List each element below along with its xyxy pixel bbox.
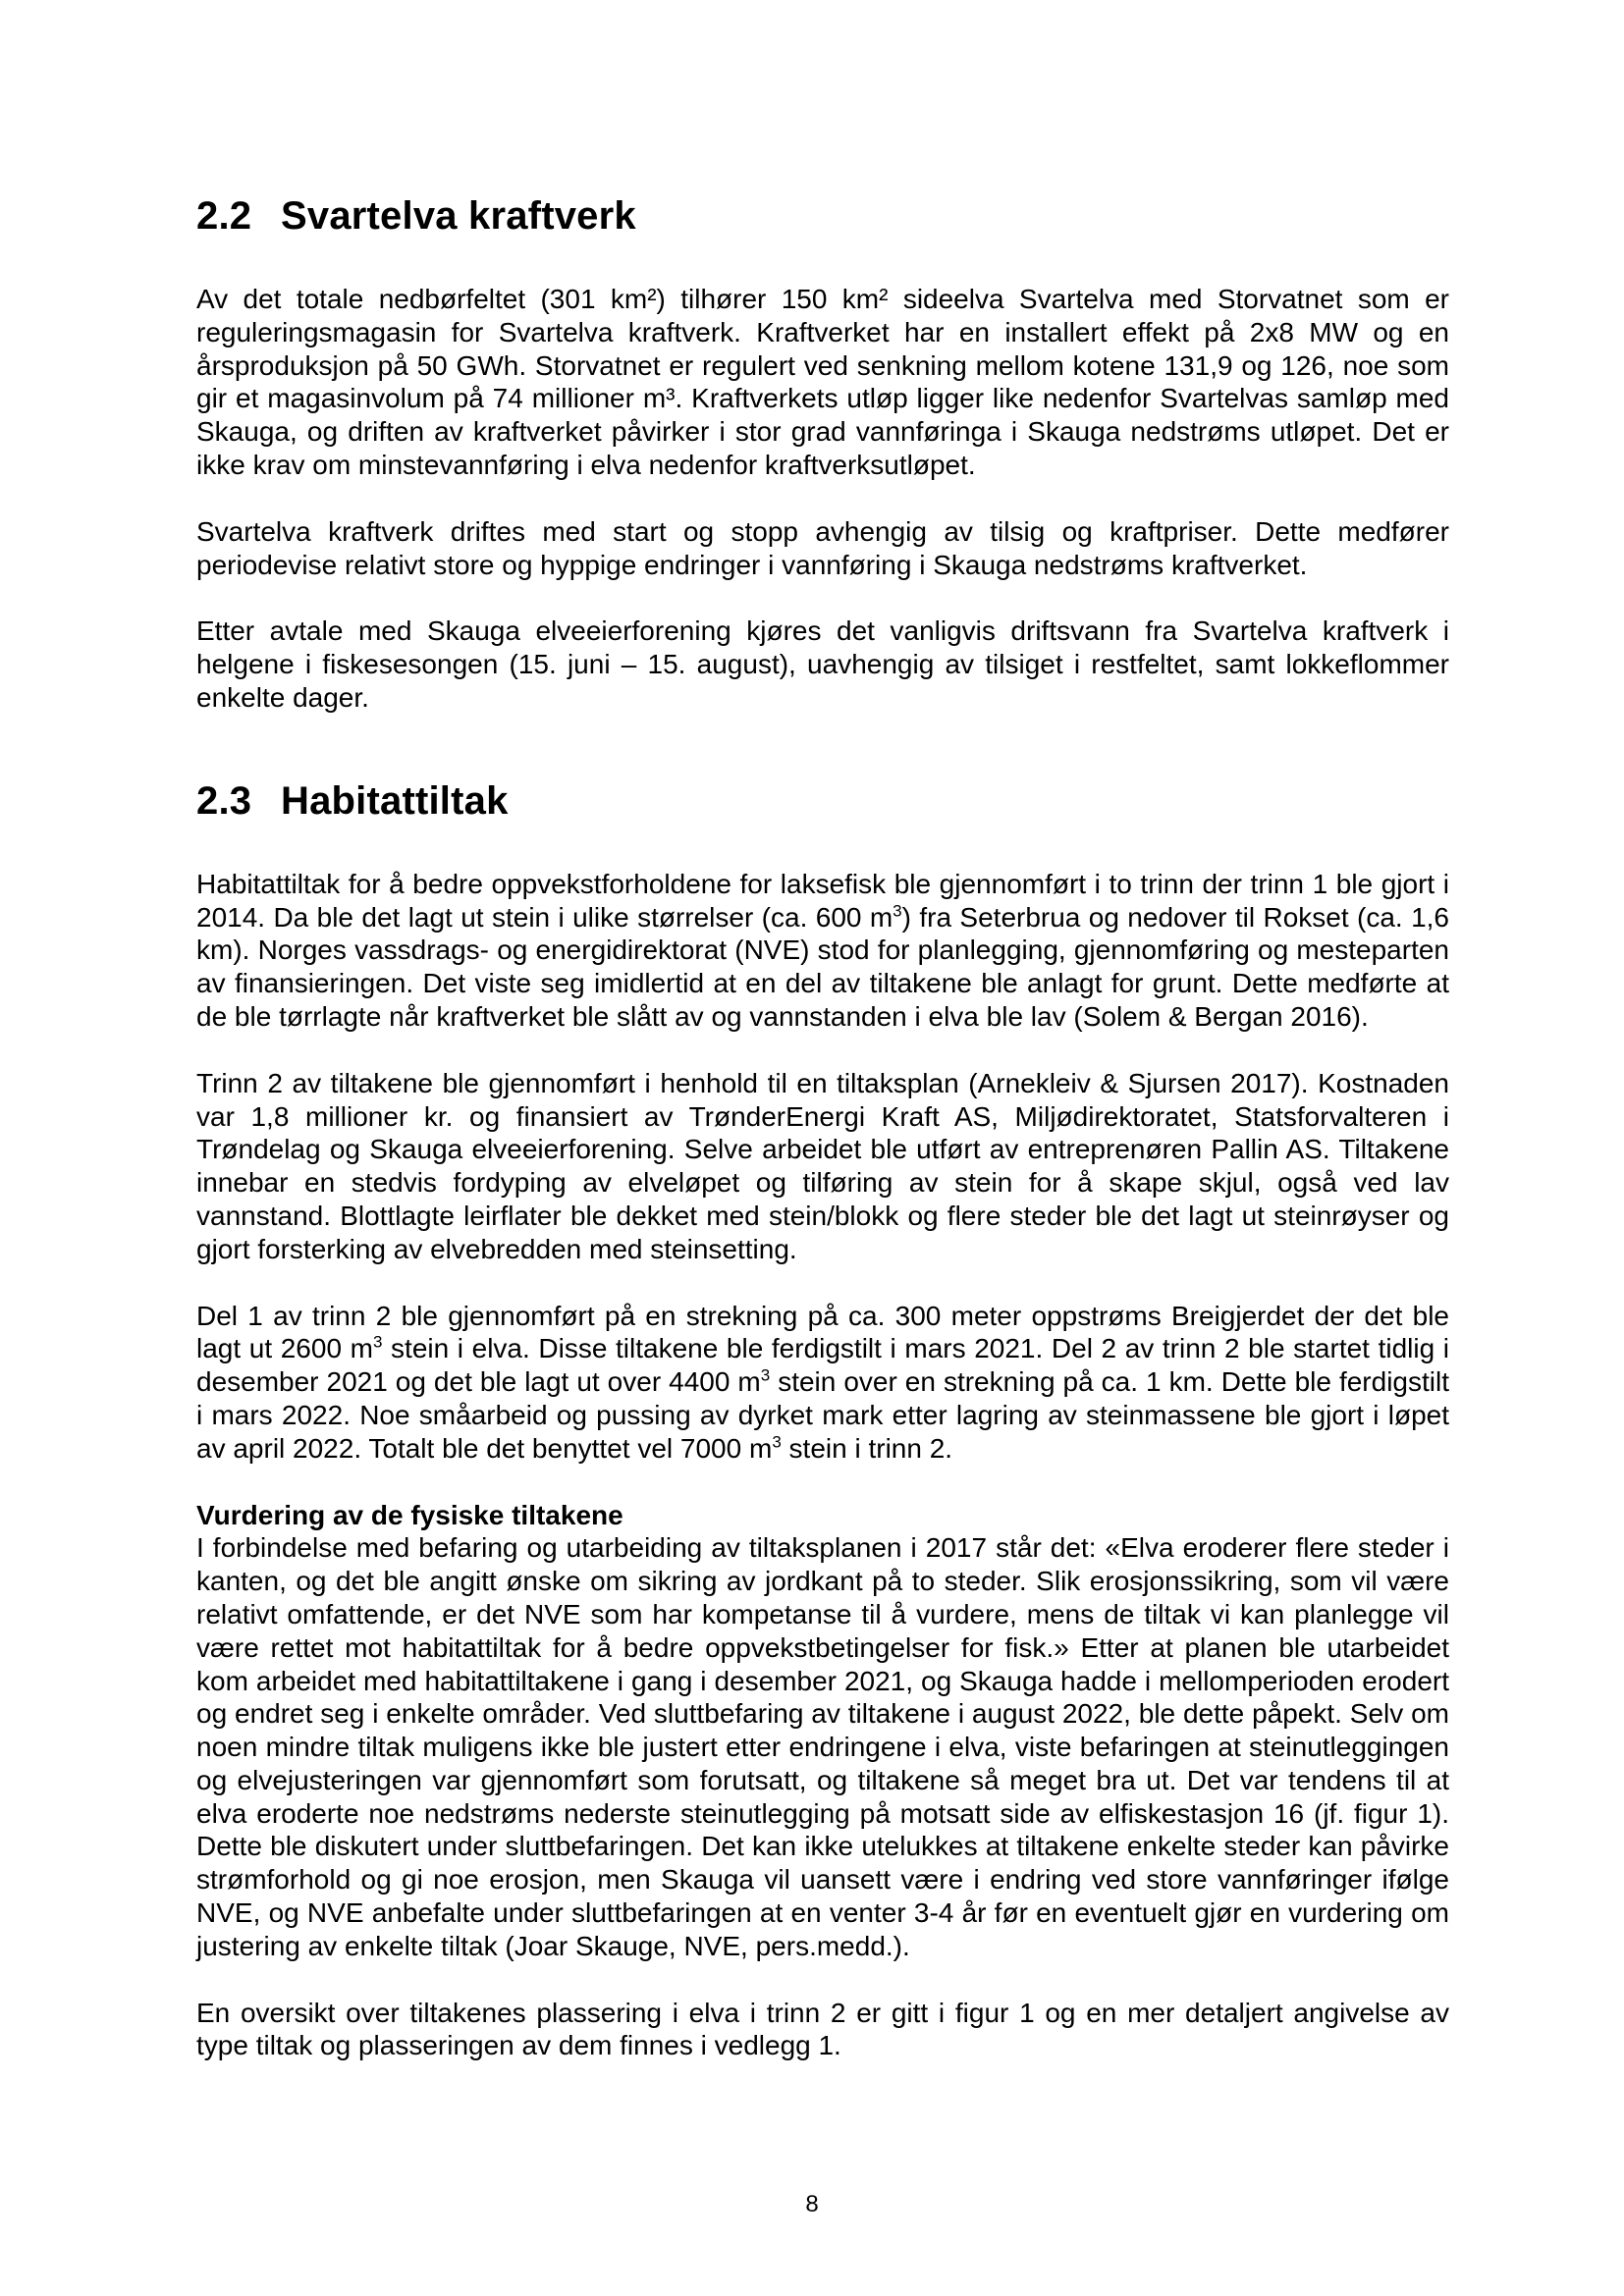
paragraph: I forbindelse med befaring og utarbeiding av tiltaksplanen i 2017 står det: «Elva eroderer flere steder i kanten, og det ble angitt ønske om sikring av jordkant på to steder. Slik erosjonssikring, som vil være relativt omfattende, er det NVE som har kompetanse til å vurdere, mens de tiltak vi kan planlegge vil være rettet mot habitattiltak for å bedre oppvekstbetingelser for fisk.» Etter at planen ble utarbeidet kom arbeidet med habitattiltakene i gang i desember 2021, og Skauga hadde i mellomperioden erodert og endret seg i enkelte områder. Ved sluttbefaring av tiltakene i august 2022, ble dette påpekt. Selv om noen mindre tiltak muligens ikke ble justert etter endringene i elva, viste befaringen at steinutleggingen og elvejusteringen var gjennomført som forutsatt, og tiltakene så meget bra ut. Det var tendens til at elva eroderte noe nedstrøms nederste steinutlegging på motsatt side av elfiskestasjon 16 (jf. figur 1). Dette ble diskutert under sluttbefaringen. Det kan ikke utelukkes at tiltakene enkelte steder kan påvirke strømforhold og gi noe erosjon, men Skauga vil uansett være i endring ved store vannføringer ifølge NVE, og NVE anbefalte under sluttbefaringen at en venter 3-4 år før en eventuelt gjør en vurdering om justering av enkelte tiltak (Joar Skauge, NVE, pers.medd.). (196, 1532, 1449, 1961)
text-run: Del 1 av trinn 2 ble gjennomført på en strekning på ca. 300 meter oppstrøms Breigjerdet der det ble lagt ut 2600 m (196, 1300, 1449, 1364)
text-run: stein over en strekning på ca. 1 km. Dette ble ferdigstilt i mars 2022. Noe småarbeid og pussing av dyrket mark etter lagring av steinmassene ble gjort i løpet av april 2022. Totalt ble det benyttet vel 7000 m (196, 1366, 1450, 1464)
section-title: Svartelva kraftverk (281, 194, 636, 238)
superscript: 3 (893, 901, 902, 921)
subheading: Vurdering av de fysiske tiltakene (196, 1499, 623, 1530)
section-heading-2-3 (196, 772, 1449, 830)
paragraph: Trinn 2 av tiltakene ble gjennomført i henhold til en tiltaksplan (Arnekleiv & Sjursen 2017). Kostnaden var 1,8 millioner kr. og finansiert av TrønderEnergi Kraft AS, Miljødirektoratet, Statsforvalteren i Trøndelag og Skauga elveeierforening. Selve arbeidet ble utført av entreprenøren Pallin AS. Tiltakene innebar en stedvis fordyping av elveløpet og tilføring av stein for å skape skjul, også ved lav vannstand. Blottlagte leirflater ble dekket med stein/blokk og flere steder ble det lagt ut steinrøyser og gjort forsterking av elvebredden med steinsetting. (196, 1067, 1449, 1264)
page-number: 8 (805, 2191, 819, 2217)
text-run: Habitattiltak for å bedre oppvekstforholdene for laksefisk ble gjennomført i to trinn der trinn 1 ble gjort i 2014. Da ble det lagt ut stein i ulike størrelser (ca. 600 m (196, 868, 1449, 933)
superscript: 3 (772, 1432, 782, 1452)
paragraph: Av det totale nedbørfeltet (301 km²) tilhører 150 km² sideelva Svartelva med Storvatnet som er reguleringsmagasin for Svartelva kraftverk. Kraftverket har en installert effekt på 2x8 MW og en årsproduksjon på 50 GWh. Storvatnet er regulert ved senkning mellom kotene 131,9 og 126, noe som gir et magasinvolum på 74 millioner m³. Kraftverkets utløp ligger like nedenfor Svartelvas samløp med Skauga, og driften av kraftverket påvirker i stor grad vannføringa i Skauga nedstrøms utløpet. Det er ikke krav om minstevannføring i elva nedenfor kraftverksutløpet. (196, 284, 1449, 480)
section-title: Habitattiltak (281, 778, 509, 823)
paragraph (196, 868, 1449, 1034)
paragraph: Etter avtale med Skauga elveeierforening kjøres det vanligvis driftsvann fra Svartelva kraftverk i helgene i fiskesesongen (15. juni – 15. august), uavhengig av tilsiget i restfeltet, samt lokkeflommer enkelte dager. (196, 615, 1449, 713)
text-run: ) fra Seterbrua og nedover til Rokset (ca. 1,6 km). Norges vassdrags- og energidirektorat (NVE) stod for planlegging, gjennomføring og mesteparten av finansieringen. Det viste seg imidlertid at en del av tiltakene ble anlagt for grunt. Dette medførte at de ble tørrlagte når kraftverket ble slått av og vannstanden i elva ble lav (Solem & Bergan 2016). (196, 901, 1449, 1032)
text-run: stein i elva. Disse tiltakene ble ferdigstilt i mars 2021. Del 2 av trinn 2 ble startet tidlig i desember 2021 og det ble lagt ut over 4400 m (196, 1333, 1449, 1398)
paragraph (196, 1300, 1449, 1466)
section-number: 2.3 (196, 778, 252, 823)
section-heading-2-2 (196, 187, 1449, 245)
text-run: stein i trinn 2. (781, 1432, 953, 1464)
superscript: 3 (760, 1365, 771, 1385)
paragraph: En oversikt over tiltakenes plassering i elva i trinn 2 er gitt i figur 1 og en mer detaljert angivelse av type tiltak og plasseringen av dem finnes i vedlegg 1. (196, 1997, 1449, 2061)
section-number: 2.2 (196, 194, 252, 238)
paragraph: Svartelva kraftverk driftes med start og stopp avhengig av tilsig og kraftpriser. Dette medfører periodevise relativt store og hyppige endringer i vannføring i Skauga nedstrøms kraftverket. (196, 515, 1449, 580)
document-page (196, 187, 1449, 2062)
superscript: 3 (372, 1333, 383, 1352)
